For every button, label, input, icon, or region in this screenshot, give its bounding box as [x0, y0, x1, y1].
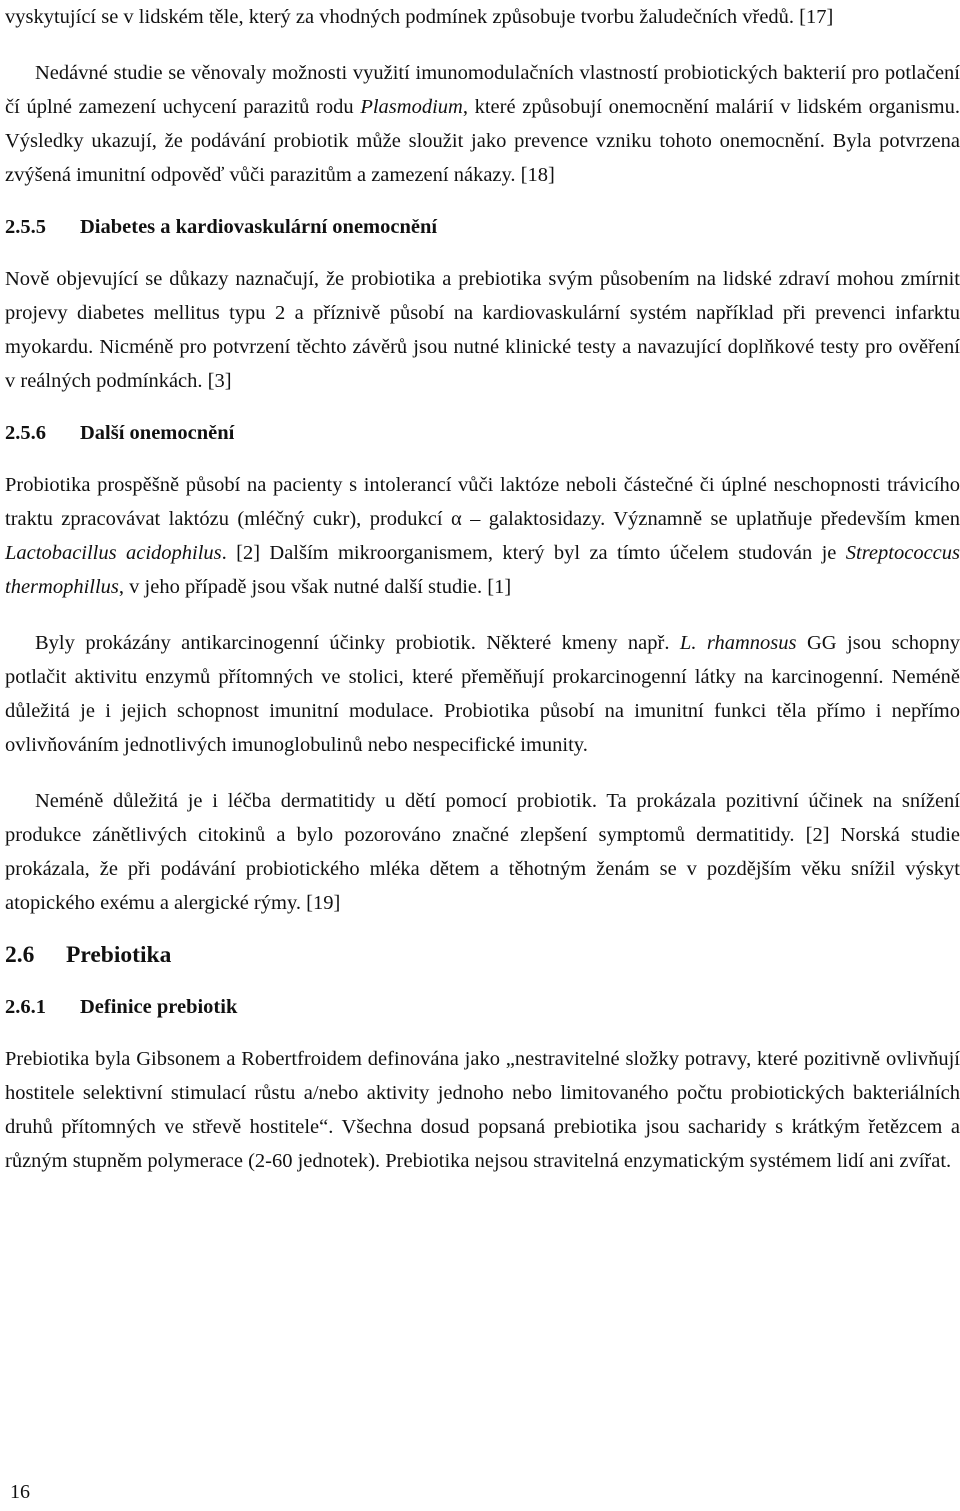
paragraph [5, 0, 960, 34]
section-number: 2.5.6 [5, 422, 46, 444]
section-heading-2-5-6 [5, 416, 960, 450]
italic-term: Plasmodium [360, 96, 463, 118]
italic-term: Lactobacillus acidophilus [5, 542, 222, 564]
text-run: Nově objevující se důkazy naznačují, že probiotika a prebiotika svým působením na lidské zdraví mohou zmírnit projevy diabetes mellitus typu 2 a příznivě působí na kardiovaskulární systém například při prevenci infarktu myokardu. Nicméně pro potvrzení těchto závěrů jsou nutné klinické testy a navazující doplňkové testy pro ověření v reálných podmínkách. [3] [5, 268, 960, 392]
text-run: GG jsou schopny potlačit aktivitu enzymů přítomných ve stolici, které přeměňují prokarcinogenní látky na karcinogenní. Neméně důležitá je i jejich schopnost imunitní modulace. Probiotika působí na imunitní funkci těla přímo i nepřímo ovlivňováním jednotlivých imunoglobulinů nebo nespecifické imunity. [5, 632, 960, 756]
section-heading-2-5-5 [5, 210, 960, 244]
paragraph [5, 56, 960, 192]
paragraph [5, 626, 960, 762]
section-heading-2-6 [5, 938, 960, 972]
page-number: 16 [10, 1481, 30, 1503]
page-content [5, 0, 960, 1178]
section-heading-2-6-1 [5, 990, 960, 1024]
italic-term: Streptococcus thermophillus [5, 542, 960, 598]
paragraph [5, 1042, 960, 1178]
paragraph [5, 468, 960, 604]
section-number: 2.6.1 [5, 996, 46, 1018]
section-title: Prebiotika [66, 942, 172, 968]
text-run: . [2] Dalším mikroorganismem, který byl za tímto účelem studován je [221, 542, 846, 564]
paragraph [5, 262, 960, 398]
text-run: , které způsobují onemocnění malárií v lidském organismu. Výsledky ukazují, že podávání probiotik může sloužit jako prevence vzniku tohoto onemocnění. Byla potvrzena zvýšená imunitní odpověď vůči parazitům a zamezení nákazy. [18] [5, 96, 960, 186]
text-run: Neméně důležitá je i léčba dermatitidy u dětí pomocí probiotik. Ta prokázala pozitivní účinek na snížení produkce zánětlivých citokinů a bylo pozorováno značné zlepšení symptomů dermatitidy. [2] Norská studie prokázala, že při podávání probiotického mléka dětem a těhotným ženám se v pozdějším věku snížil výskyt atopického exému a alergické rýmy. [19] [5, 790, 960, 914]
text-run: Probiotika prospěšně působí na pacienty s intolerancí vůči laktóze neboli částečné či úplné neschopnosti trávicího traktu zpracovávat laktózu (mléčný cukr), produkcí α – galaktosidazy. Významně se uplatňuje především kmen [5, 474, 960, 530]
section-title: Diabetes a kardiovaskulární onemocnění [80, 216, 438, 238]
text-run: Prebiotika byla Gibsonem a Robertfroidem definována jako „nestravitelné složky potravy, které pozitivně ovlivňují hostitele selektivní stimulací růstu a/nebo aktivity jednoho nebo limitovaného počtu probiotických bakteriálních druhů přítomných ve střevě hostitele“. Všechna dosud popsaná prebiotika jsou sacharidy s krátkým řetězcem a různým stupněm polymerace (2-60 jednotek). Prebiotika nejsou stravitelná enzymatickým systémem lidí ani zvířat. [5, 1048, 960, 1172]
document-page [5, 0, 960, 1511]
section-number: 2.5.5 [5, 216, 46, 238]
section-title: Další onemocnění [80, 422, 235, 444]
section-number: 2.6 [5, 942, 35, 968]
text-run: , v jeho případě jsou však nutné další studie. [1] [118, 576, 512, 598]
text-run: vyskytující se v lidském těle, který za vhodných podmínek způsobuje tvorbu žaludečních vředů. [17] [5, 6, 834, 28]
italic-term: L. rhamnosus [679, 632, 797, 654]
text-run: Nedávné studie se věnovaly možnosti využití imunomodulačních vlastností probiotických bakterií pro potlačení čí úplné zamezení uchycení parazitů rodu [5, 62, 960, 118]
text-run: Byly prokázány antikarcinogenní účinky probiotik. Některé kmeny např. [35, 632, 680, 654]
section-title: Definice prebiotik [80, 996, 238, 1018]
paragraph [5, 784, 960, 920]
